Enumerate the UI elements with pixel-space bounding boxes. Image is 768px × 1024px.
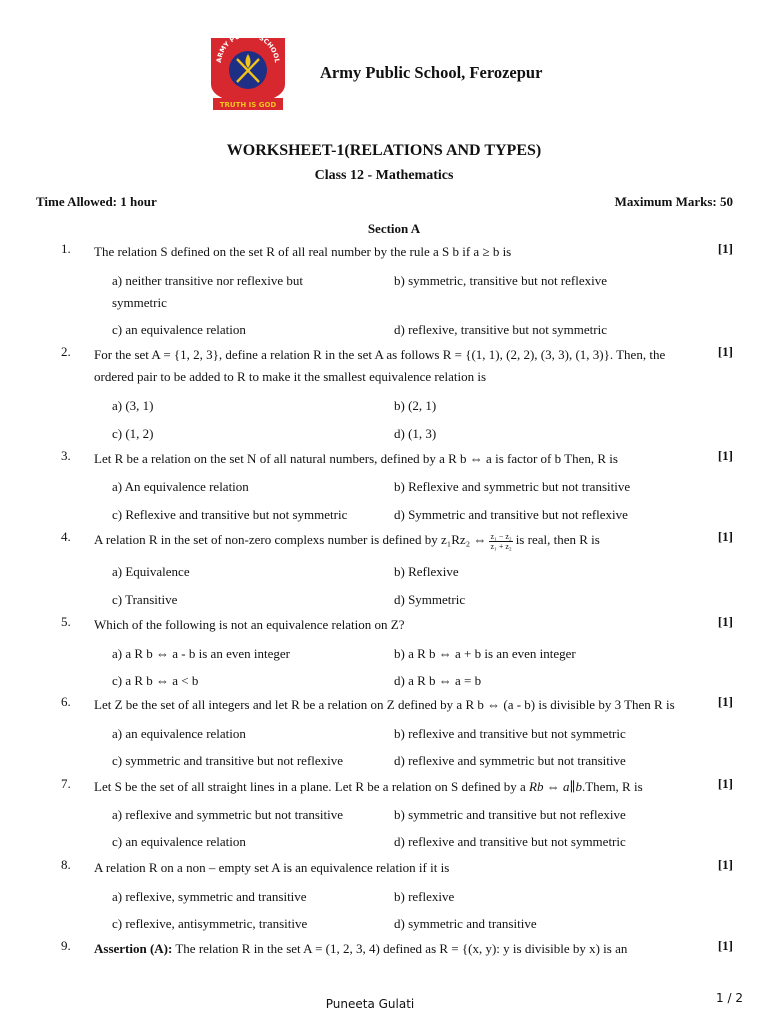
question-text: The relation S defined on the set R of all real number by the rule a S b if a ≥ b is: [94, 244, 512, 259]
question-marks: [1]: [717, 857, 733, 872]
option-b: b) Reflexive and symmetric but not transitive: [394, 479, 631, 494]
section-heading: Section A: [367, 221, 421, 236]
option-d: d) Symmetric: [394, 592, 466, 607]
question-number: 2.: [61, 344, 71, 359]
school-crest-logo: [207, 34, 289, 112]
question-marks: [1]: [717, 694, 733, 709]
option-a: a) An equivalence relation: [112, 479, 249, 494]
fraction-numerator: z₁ − z₂: [490, 531, 512, 541]
footer-author: Puneeta Gulati: [325, 997, 415, 1011]
option-d: d) a R b ⇔ a = b: [394, 673, 482, 688]
question-text: For the set A = {1, 2, 3}, define a relation R in the set A as follows R = {(1, 1), (2, 2), (3, 3), (1, 3)}. Then, the ordered pair to be added to R to make it the smallest equivalence relation is: [94, 347, 666, 384]
question-number: 3.: [61, 448, 71, 463]
option-c: c) Reflexive and transitive but not symmetric: [112, 507, 348, 522]
option-b: b) reflexive and transitive but not symmetric: [394, 726, 626, 741]
class-subject: Class 12 - Mathematics: [314, 168, 454, 183]
option-c: c) Transitive: [112, 592, 178, 607]
option-c: c) (1, 2): [112, 426, 154, 441]
option-a: a) reflexive, symmetric and transitive: [112, 889, 307, 904]
option-b: b) symmetric and transitive but not reflexive: [394, 807, 626, 822]
question-marks: [1]: [717, 344, 733, 359]
question-text: Let Z be the set of all integers and let R be a relation on Z defined by a R b ⇔ (a - b) is divisible by 3 Then R is: [94, 697, 675, 712]
question-text: [94, 776, 700, 798]
question-marks: [1]: [717, 529, 733, 544]
option-d: d) reflexive and symmetric but not transitive: [394, 753, 626, 768]
option-d: d) (1, 3): [394, 426, 437, 441]
question-marks: [1]: [717, 938, 733, 953]
math-expression: Rb ⇔ a∥b: [529, 779, 582, 794]
logo-motto: TRUTH IS GOD: [219, 101, 277, 109]
option-c: c) a R b ⇔ a < b: [112, 673, 199, 688]
question-marks: [1]: [717, 776, 733, 791]
question-number: 6.: [61, 694, 71, 709]
option-a: a) (3, 1): [112, 398, 154, 413]
option-c: c) an equivalence relation: [112, 834, 246, 849]
option-b: b) symmetric, transitive but not reflexive: [394, 273, 607, 288]
assertion-text: The relation R in the set A = (1, 2, 3, 4) defined as R = {(x, y): y is divisible by x) is an: [175, 941, 628, 956]
option-b: b) Reflexive: [394, 564, 459, 579]
question-text-before: A relation R in the set of non-zero complexs number is defined by z₁Rz₂ ⇔: [94, 532, 487, 547]
option-b: b) a R b ⇔ a + b is an even integer: [394, 646, 576, 661]
option-b: b) (2, 1): [394, 398, 437, 413]
time-allowed: Time Allowed: 1 hour: [36, 194, 157, 209]
option-a: a) a R b ⇔ a - b is an even integer: [112, 646, 290, 661]
option-d: d) reflexive and transitive but not symmetric: [394, 834, 626, 849]
option-d: d) symmetric and transitive: [394, 916, 537, 931]
option-b: b) reflexive: [394, 889, 455, 904]
question-text-after: .Them, R is: [581, 779, 643, 794]
question-number: 1.: [61, 241, 71, 256]
question-text: A relation R on a non – empty set A is an equivalence relation if it is: [94, 860, 450, 875]
school-name: Army Public School, Ferozepur: [320, 63, 543, 82]
fraction-denominator: z₁ + z₂: [490, 541, 512, 551]
question-text: Which of the following is not an equivalence relation on Z?: [94, 617, 405, 632]
option-a: a) Equivalence: [112, 564, 190, 579]
svg-text:ARMY PUBLIC SCHOOL: ARMY PUBLIC SCHOOL: [214, 34, 282, 64]
option-d: d) reflexive, transitive but not symmetric: [394, 322, 607, 337]
option-a: a) an equivalence relation: [112, 726, 246, 741]
maximum-marks: Maximum Marks: 50: [614, 194, 733, 209]
question-number: 8.: [61, 857, 71, 872]
question-text: [94, 938, 700, 960]
question-number: 4.: [61, 529, 71, 544]
question-text-after: is real, then R is: [515, 532, 600, 547]
question-number: 5.: [61, 614, 71, 629]
question-marks: [1]: [717, 614, 733, 629]
worksheet-title: WORKSHEET-1(RELATIONS AND TYPES): [226, 142, 542, 159]
option-a: a) neither transitive nor reflexive but symmetric: [112, 273, 303, 310]
assertion-label: Assertion (A):: [94, 941, 173, 956]
question-marks: [1]: [717, 448, 733, 463]
question-marks: [1]: [717, 241, 733, 256]
question-number: 7.: [61, 776, 71, 791]
question-text: [94, 529, 700, 551]
fraction: [489, 532, 512, 551]
option-c: c) an equivalence relation: [112, 322, 246, 337]
page-number: 1 / 2: [716, 991, 743, 1005]
question-text-before: Let S be the set of all straight lines in a plane. Let R be a relation on S defined by a: [94, 779, 526, 794]
option-c: c) symmetric and transitive but not reflexive: [112, 753, 344, 768]
question-text: Let R be a relation on the set N of all natural numbers, defined by a R b ⇔ a is factor of b Then, R is: [94, 451, 618, 466]
option-d: d) Symmetric and transitive but not reflexive: [394, 507, 628, 522]
option-c: c) reflexive, antisymmetric, transitive: [112, 916, 308, 931]
option-a: a) reflexive and symmetric but not transitive: [112, 807, 344, 822]
question-number: 9.: [61, 938, 71, 953]
